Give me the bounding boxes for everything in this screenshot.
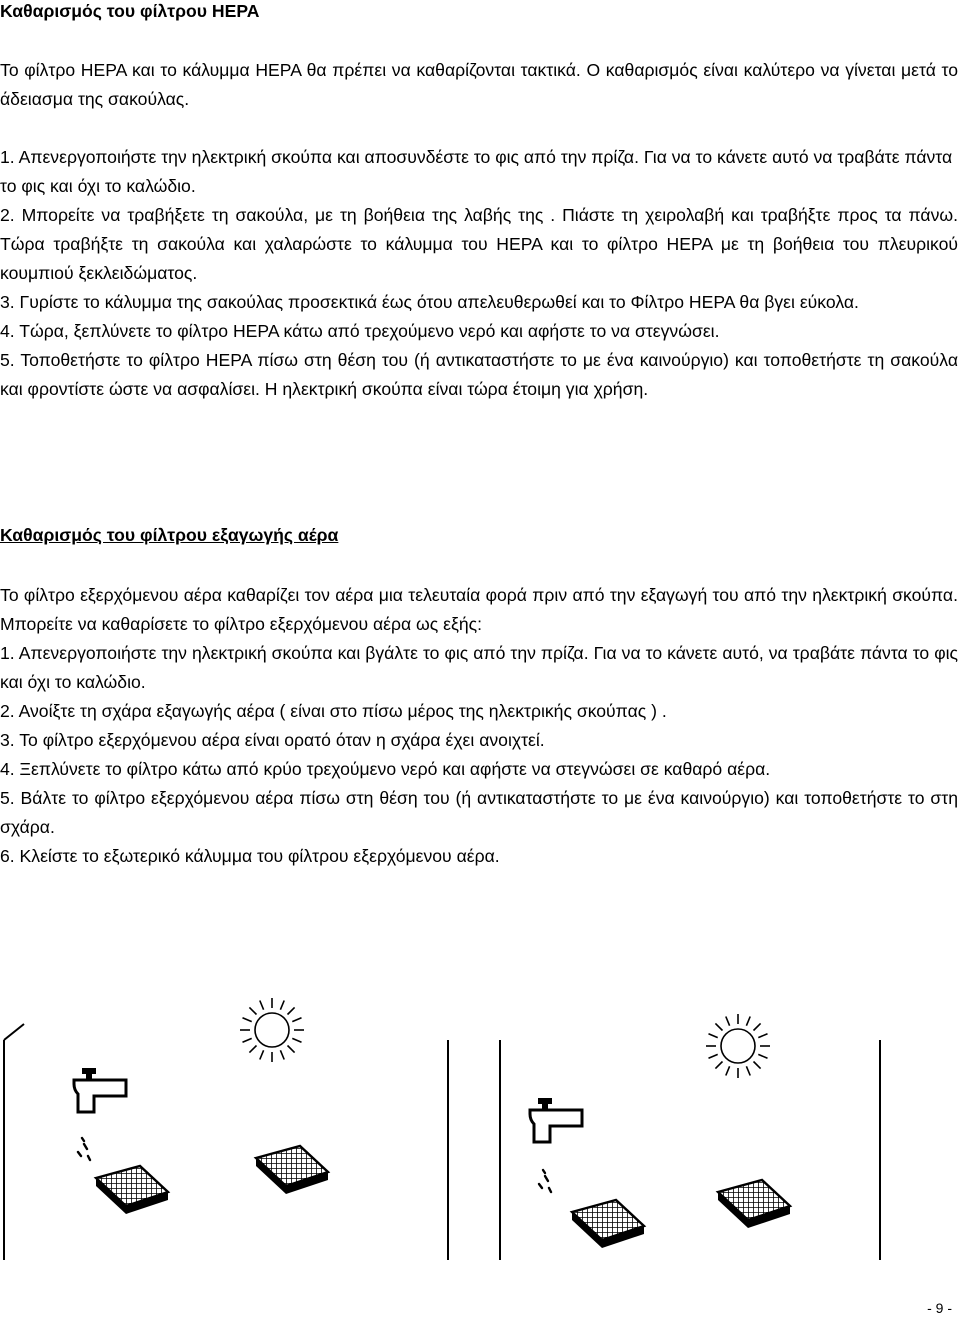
intro-paragraph: Το φίλτρο HEPA και το κάλυμμα HEPA θα πρέπει να καθαρίζονται τακτικά. Ο καθαρισμός είναι καλύτερο να γίνεται μετά το άδειασμα της σακούλας. — [0, 60, 958, 109]
step-6: 6. Κλείστε το εξωτερικό κάλυμμα του φίλτρου εξερχόμενου αέρα. — [0, 846, 500, 866]
step-4: 4. Τώρα, ξεπλύνετε το φίλτρο HEPA κάτω από τρεχούμενο νερό και αφήστε το να στεγνώσει. — [0, 321, 720, 341]
step-3: 3. Γυρίστε το κάλυμμα της σακούλας προσεκτικά έως ότου απελευθερωθεί και το Φίλτρο HEPA θα βγει εύκολα. — [0, 292, 859, 312]
right-panel — [500, 1014, 880, 1260]
water-drops-icon — [539, 1170, 551, 1192]
step-3: 3. Το φίλτρο εξερχόμενου αέρα είναι ορατό όταν η σχάρα έχει ανοιχτεί. — [0, 730, 545, 750]
sun-icon — [240, 998, 304, 1062]
filter-under-water-icon — [572, 1200, 644, 1248]
intro-paragraph: Το φίλτρο εξερχόμενου αέρα καθαρίζει τον αέρα μια τελευταία φορά πριν από την εξαγωγή του από την ηλεκτρική σκούπα. Μπορείτε να καθαρίσετε το φίλτρο εξερχόμενου αέρα ως εξής: — [0, 585, 958, 634]
water-tap-icon — [530, 1098, 582, 1142]
left-panel — [4, 998, 448, 1260]
step-5: 5. Τοποθετήστε το φίλτρο HEPA πίσω στη θέση του (ή αντικαταστήστε το με ένα καινούργιο) και τοποθετήστε τη σακούλα και φροντίστε ώστε να ασφαλίσει. Η ηλεκτρική σκούπα είναι τώρα έτοιμη για χρήση. — [0, 350, 958, 399]
water-tap-icon — [74, 1068, 126, 1112]
step-4: 4. Ξεπλύνετε το φίλτρο κάτω από κρύο τρεχούμενο νερό και αφήστε να στεγνώσει σε καθαρό αέρα. — [0, 759, 771, 779]
step-1: 1. Απενεργοποιήστε την ηλεκτρική σκούπα και αποσυνδέστε το φις από την πρίζα. Για να το κάνετε αυτό να τραβάτε πάντα το φις και όχι το καλώδιο. — [0, 147, 953, 196]
section-title-exhaust: Καθαρισμός του φίλτρου εξαγωγής αέρα — [0, 525, 339, 545]
section-title-hepa: Καθαρισμός του φίλτρου HEPA — [0, 1, 260, 21]
page-number: - 9 - — [927, 1300, 952, 1316]
filter-drying-icon — [256, 1146, 328, 1194]
section-body-hepa — [0, 56, 958, 404]
step-1: 1. Απενεργοποιήστε την ηλεκτρική σκούπα και βγάλτε το φις από την πρίζα. Για να το κάνετε αυτό, να τραβάτε πάντα το φις και όχι το καλώδιο. — [0, 643, 958, 692]
filter-drying-icon — [718, 1180, 790, 1228]
step-5: 5. Βάλτε το φίλτρο εξερχόμενου αέρα πίσω στη θέση του (ή αντικαταστήστε το με ένα καινούργιο) και τοποθετήστε το στη σχάρα. — [0, 788, 958, 837]
cleaning-illustration — [0, 960, 960, 1260]
section-body-exhaust — [0, 581, 958, 871]
step-2: 2. Μπορείτε να τραβήξετε τη σακούλα, με τη βοήθεια της λαβής της . Πιάστε τη χειρολαβή και τραβήξτε προς τα πάνω. Τώρα τραβήξτε τη σακούλα και χαλαρώστε το κάλυμμα του HEPA και το φίλτρο HEPA με τη βοήθεια του πλευρικού κουμπιού ξεκλειδώματος. — [0, 205, 958, 283]
panel-top-edge — [4, 1024, 24, 1040]
filter-under-water-icon — [96, 1166, 168, 1214]
water-drops-icon — [78, 1138, 90, 1160]
sun-icon — [706, 1014, 770, 1078]
step-2: 2. Ανοίξτε τη σχάρα εξαγωγής αέρα ( είναι στο πίσω μέρος της ηλεκτρικής σκούπας ) . — [0, 701, 667, 721]
